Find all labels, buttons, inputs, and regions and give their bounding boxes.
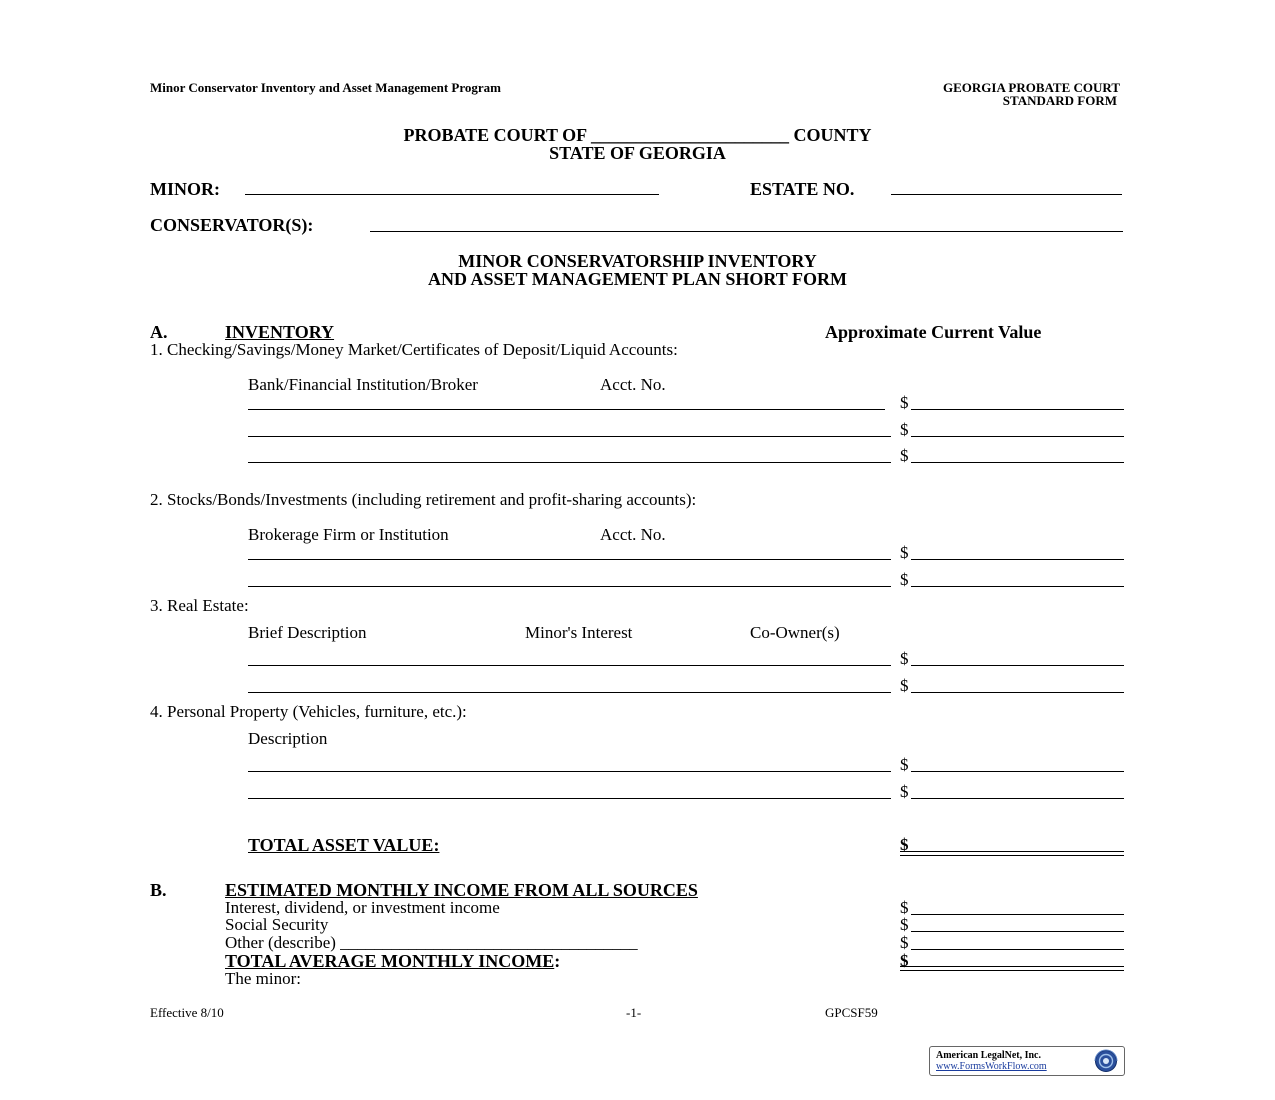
item1-row1-value[interactable] xyxy=(911,409,1124,410)
total-asset-dollar: $ xyxy=(900,835,909,854)
item2-label: 2. Stocks/Bonds/Investments (including retirement and profit-sharing accounts): xyxy=(150,490,697,509)
item3-row1-dollar: $ xyxy=(900,649,909,668)
minor-label: MINOR: xyxy=(150,179,220,199)
badge-company: American LegalNet, Inc. xyxy=(936,1050,1041,1061)
item3-row1-value[interactable] xyxy=(911,665,1124,666)
value-column-heading: Approximate Current Value xyxy=(825,322,1042,342)
item3-row2-value[interactable] xyxy=(911,692,1124,693)
item1-row3-dollar: $ xyxy=(900,446,909,465)
item1-label: 1. Checking/Savings/Money Market/Certificates of Deposit/Liquid Accounts: xyxy=(150,340,678,359)
form-title-line1: MINOR CONSERVATORSHIP INVENTORY xyxy=(458,251,817,271)
conservator-label: CONSERVATOR(S): xyxy=(150,215,314,235)
item2-row1-entry[interactable] xyxy=(248,559,891,560)
state-title: STATE OF GEORGIA xyxy=(549,143,726,163)
item4-row1-entry[interactable] xyxy=(248,771,891,772)
court-suffix: COUNTY xyxy=(793,125,872,145)
court-prefix: PROBATE COURT OF xyxy=(403,125,587,145)
item1-row1-dollar: $ xyxy=(900,393,909,412)
item4-label: 4. Personal Property (Vehicles, furniture, etc.): xyxy=(150,702,467,721)
item2-row2-value[interactable] xyxy=(911,586,1124,587)
item3-row1-entry[interactable] xyxy=(248,665,891,666)
item4-row2-dollar: $ xyxy=(900,782,909,801)
section-a-heading: INVENTORY xyxy=(225,322,335,342)
item4-row1-value[interactable] xyxy=(911,771,1124,772)
total-income-colon: : xyxy=(554,951,561,971)
item3-col-interest: Minor's Interest xyxy=(525,623,633,642)
income-interest-dollar: $ xyxy=(900,898,909,917)
item1-row1-entry[interactable] xyxy=(248,409,885,410)
item2-row2-dollar: $ xyxy=(900,570,909,589)
legalnet-badge[interactable] xyxy=(929,1046,1125,1076)
section-b-letter: B. xyxy=(150,880,167,900)
form-title-line2: AND ASSET MANAGEMENT PLAN SHORT FORM xyxy=(428,269,847,289)
item1-row3-value[interactable] xyxy=(911,462,1124,463)
income-other-dollar: $ xyxy=(900,933,909,952)
item2-row1-dollar: $ xyxy=(900,543,909,562)
item4-row1-dollar: $ xyxy=(900,755,909,774)
page-number: -1- xyxy=(626,1005,642,1020)
section-a-letter: A. xyxy=(150,322,168,342)
income-social-security-dollar: $ xyxy=(900,915,909,934)
item4-col-description: Description xyxy=(248,729,328,748)
item4-row2-value[interactable] xyxy=(911,798,1124,799)
globe-logo-icon xyxy=(1091,1049,1121,1073)
item1-row3-entry[interactable] xyxy=(248,462,891,463)
minor-field[interactable] xyxy=(245,194,659,195)
estate-field[interactable] xyxy=(891,194,1122,195)
item2-row1-value[interactable] xyxy=(911,559,1124,560)
total-income-value[interactable] xyxy=(900,966,1124,971)
item3-row2-dollar: $ xyxy=(900,676,909,695)
item1-col-acct: Acct. No. xyxy=(600,375,666,394)
total-income-text: TOTAL AVERAGE MONTHLY INCOME xyxy=(225,951,555,971)
court-header xyxy=(943,81,1120,107)
item3-label: 3. Real Estate: xyxy=(150,596,249,615)
item2-col-acct: Acct. No. xyxy=(600,525,666,544)
total-asset-label: TOTAL ASSET VALUE: xyxy=(248,835,440,855)
income-social-security-value[interactable] xyxy=(911,931,1124,932)
program-title: Minor Conservator Inventory and Asset Management Program xyxy=(150,80,501,95)
conservator-field[interactable] xyxy=(370,231,1123,232)
court-header-line2: STANDARD FORM xyxy=(1002,93,1117,108)
item1-row2-entry[interactable] xyxy=(248,436,891,437)
income-interest-label: Interest, dividend, or investment income xyxy=(225,898,500,917)
minor-statement-label: The minor: xyxy=(225,969,302,988)
total-income-dollar: $ xyxy=(900,951,909,970)
income-social-security-label: Social Security xyxy=(225,915,329,934)
item1-row2-dollar: $ xyxy=(900,420,909,439)
income-interest-value[interactable] xyxy=(911,914,1124,915)
item1-col-institution: Bank/Financial Institution/Broker xyxy=(248,375,478,394)
income-other-value[interactable] xyxy=(911,949,1124,950)
item2-col-firm: Brokerage Firm or Institution xyxy=(248,525,449,544)
badge-url[interactable]: www.FormsWorkFlow.com xyxy=(936,1061,1047,1072)
item3-row2-entry[interactable] xyxy=(248,692,891,693)
county-blank[interactable]: ______________________ xyxy=(591,125,790,145)
item3-col-coowners: Co-Owner(s) xyxy=(750,623,840,642)
effective-date: Effective 8/10 xyxy=(150,1005,224,1020)
item2-row2-entry[interactable] xyxy=(248,586,891,587)
total-asset-value[interactable] xyxy=(900,851,1124,856)
estate-label: ESTATE NO. xyxy=(750,179,855,199)
item1-row2-value[interactable] xyxy=(911,436,1124,437)
item3-col-description: Brief Description xyxy=(248,623,367,642)
court-header-line1: GEORGIA PROBATE COURT xyxy=(943,80,1120,95)
section-b-heading: ESTIMATED MONTHLY INCOME FROM ALL SOURCES xyxy=(225,880,698,900)
income-other-label[interactable]: Other (describe) ___________________________________ xyxy=(225,933,638,952)
item4-row2-entry[interactable] xyxy=(248,798,891,799)
form-code: GPCSF59 xyxy=(825,1005,878,1020)
